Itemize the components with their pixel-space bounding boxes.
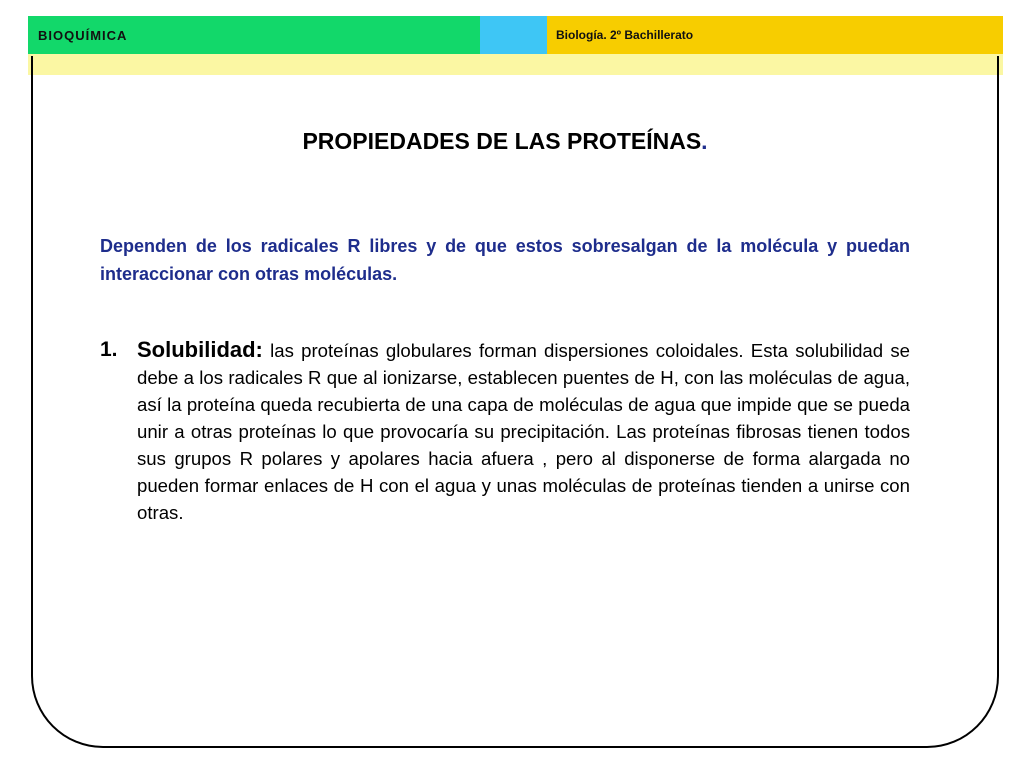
list-item-heading: Solubilidad:	[137, 337, 263, 362]
intro-paragraph: Dependen de los radicales R libres y de que estos sobresalgan de la molécula y puedan interaccionar con otras moléculas.	[100, 236, 910, 284]
slide-title	[100, 128, 910, 155]
list-item	[100, 336, 910, 526]
slide-title-suffix: .	[701, 128, 708, 154]
header-accent-block	[480, 16, 547, 54]
header-course: Biología. 2º Bachillerato	[556, 28, 694, 42]
header-subject-block	[28, 16, 480, 54]
slide-title-text: PROPIEDADES DE LAS PROTEÍNAS	[302, 128, 702, 154]
list-item-number: 1.	[100, 338, 118, 361]
header-subject: BIOQUÍMICA	[38, 27, 128, 43]
header-course-block	[547, 16, 1003, 54]
list-item-body	[137, 336, 910, 526]
header-bar	[28, 16, 1003, 54]
list-item-text: las proteínas globulares forman dispersiones coloidales. Esta solubilidad se debe a los radicales R que al ionizarse, establecen puentes de H, con las moléculas de agua, así la proteína queda recubierta de una capa de moléculas de agua que impide que se pueda unir a otras proteínas lo que provocaría su precipitación. Las proteínas fibrosas tienen todos sus grupos R polares y apolares hacia afuera , pero al disponerse de forma alargada no pueden formar enlaces de H con el agua y unas moléculas de proteínas tienden a unirse con otras.	[137, 340, 910, 523]
